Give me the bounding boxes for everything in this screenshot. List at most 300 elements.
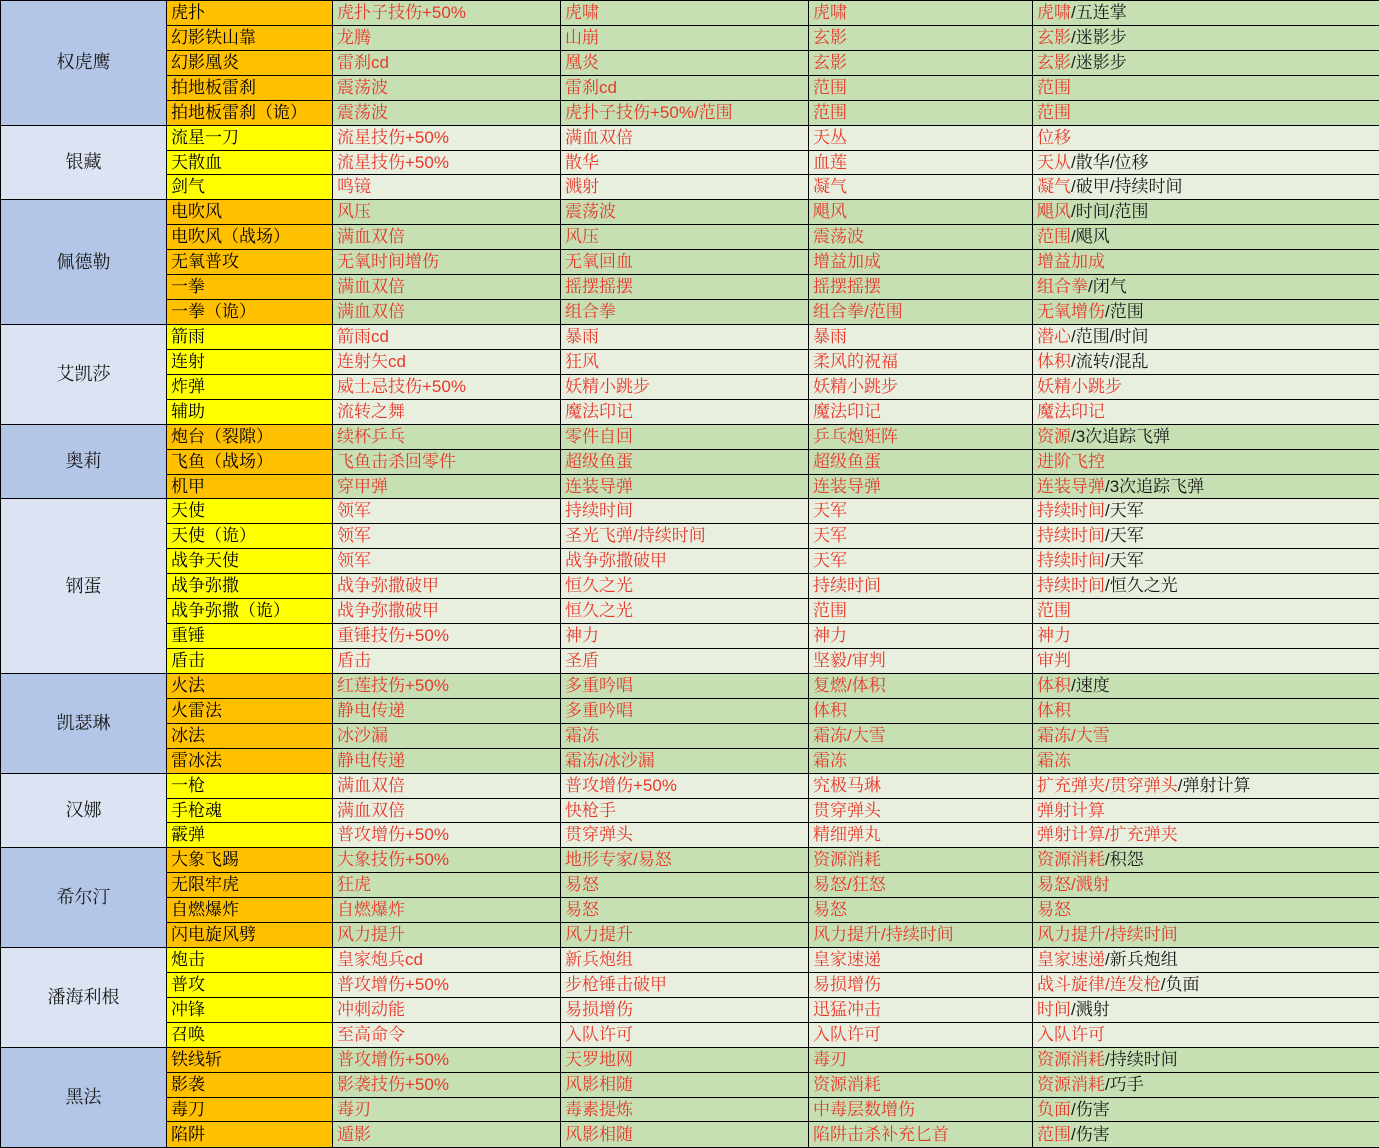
value-cell[interactable] [1033,624,1379,649]
value-cell[interactable] [1033,250,1379,275]
value-cell[interactable] [561,349,809,374]
cell-text-segment: 超级鱼蛋 [813,451,881,471]
cell-text-segment: 资源消耗 [1037,850,1105,870]
value-cell[interactable] [1033,1,1379,26]
value-cell[interactable] [333,1122,561,1148]
value-cell[interactable] [561,250,809,275]
value-cell[interactable] [333,1,561,26]
value-cell[interactable] [809,75,1033,100]
value-cell[interactable] [561,972,809,997]
skill-cell[interactable]: 战争弥撒 [167,574,333,599]
cell-text-segment: 虎啸 [813,3,847,23]
value-cell[interactable] [333,549,561,574]
cell-text-segment: 流星技伤+50% [337,127,449,147]
value-cell[interactable] [561,997,809,1022]
value-cell[interactable] [1033,848,1379,873]
value-cell[interactable] [1033,349,1379,374]
value-cell[interactable] [809,1022,1033,1047]
value-cell[interactable] [1033,574,1379,599]
value-cell[interactable] [333,424,561,449]
value-cell[interactable] [809,250,1033,275]
skill-cell[interactable]: 无氧普攻 [167,250,333,275]
value-cell[interactable] [809,1097,1033,1122]
value-cell[interactable] [809,125,1033,150]
cell-text-segment: /伤害 [1071,1124,1110,1144]
value-cell[interactable] [561,1097,809,1122]
value-cell[interactable] [809,823,1033,848]
skill-cell[interactable]: 手枪魂 [167,798,333,823]
skill-cell[interactable]: 天使（诡） [167,524,333,549]
skill-cell[interactable]: 炸弹 [167,374,333,399]
skill-cell[interactable]: 陷阱 [167,1122,333,1148]
table-row [1,823,1379,848]
value-cell[interactable] [1033,823,1379,848]
value-cell[interactable] [561,75,809,100]
value-cell[interactable] [561,624,809,649]
cell-text-segment: 雷刹cd [337,52,389,72]
cell-text-segment: /弹射计算 [1177,775,1251,795]
value-cell[interactable] [561,1072,809,1097]
value-cell[interactable] [1033,125,1379,150]
value-cell[interactable] [1033,972,1379,997]
value-cell[interactable] [809,200,1033,225]
cell-text-segment: 范围 [813,601,847,621]
value-cell[interactable] [809,424,1033,449]
value-cell[interactable] [1033,773,1379,798]
skill-cell[interactable]: 冲锋 [167,997,333,1022]
value-cell[interactable] [333,125,561,150]
value-cell[interactable] [333,898,561,923]
value-cell[interactable] [1033,1122,1379,1148]
value-cell[interactable] [333,175,561,200]
skill-cell[interactable]: 天散血 [167,150,333,175]
skill-cell[interactable]: 箭雨 [167,324,333,349]
value-cell[interactable] [1033,948,1379,973]
value-cell[interactable] [561,1022,809,1047]
skill-cell[interactable]: 天使 [167,499,333,524]
cell-text-segment: /天军 [1105,501,1144,521]
cell-text-segment: 连射矢cd [337,351,406,371]
character-cell[interactable]: 黑法 [1,1047,167,1147]
value-cell[interactable] [809,997,1033,1022]
cell-text-segment: 天丛 [813,127,847,147]
value-cell[interactable] [333,873,561,898]
value-cell[interactable] [561,648,809,673]
value-cell[interactable] [333,848,561,873]
value-cell[interactable] [333,1047,561,1072]
skill-cell[interactable]: 无限牢虎 [167,873,333,898]
value-cell[interactable] [809,524,1033,549]
value-cell[interactable] [1033,399,1379,424]
table-row [1,574,1379,599]
value-cell[interactable] [1033,275,1379,300]
value-cell[interactable] [561,399,809,424]
value-cell[interactable] [561,25,809,50]
value-cell[interactable] [333,50,561,75]
value-cell[interactable] [809,948,1033,973]
value-cell[interactable] [1033,1047,1379,1072]
skill-cell[interactable]: 闪电旋风劈 [167,923,333,948]
value-cell[interactable] [333,399,561,424]
cell-text-segment: 穿甲弹 [337,476,388,496]
value-cell[interactable] [1033,923,1379,948]
value-cell[interactable] [561,100,809,125]
value-cell[interactable] [333,923,561,948]
skill-cell[interactable]: 火法 [167,673,333,698]
value-cell[interactable] [809,673,1033,698]
cell-text-segment: 霜冻/大雪 [813,725,886,745]
value-cell[interactable] [333,499,561,524]
value-cell[interactable] [561,474,809,499]
cell-text-segment: 风压 [565,227,599,247]
cell-text-segment: /速度 [1071,675,1110,695]
value-cell[interactable] [1033,698,1379,723]
value-cell[interactable] [809,698,1033,723]
skill-cell[interactable]: 战争天使 [167,549,333,574]
value-cell[interactable] [561,275,809,300]
cell-text-segment: 时间 [1037,999,1071,1019]
character-cell[interactable]: 潘海利根 [1,948,167,1048]
value-cell[interactable] [809,923,1033,948]
cell-text-segment: /范围 [1105,302,1144,322]
value-cell[interactable] [809,324,1033,349]
value-cell[interactable] [333,948,561,973]
value-cell[interactable] [1033,424,1379,449]
character-cell[interactable]: 凯瑟琳 [1,673,167,773]
value-cell[interactable] [809,50,1033,75]
value-cell[interactable] [1033,25,1379,50]
value-cell[interactable] [561,923,809,948]
table-row [1,275,1379,300]
value-cell[interactable] [333,748,561,773]
value-cell[interactable] [333,300,561,325]
value-cell[interactable] [561,50,809,75]
skill-cell[interactable]: 召唤 [167,1022,333,1047]
skill-cell[interactable]: 冰法 [167,723,333,748]
value-cell[interactable] [333,798,561,823]
value-cell[interactable] [809,624,1033,649]
skill-cell[interactable]: 一拳 [167,275,333,300]
value-cell[interactable] [561,374,809,399]
cell-text-segment: 霜冻 [813,750,847,770]
cell-text-segment: 满血双倍 [337,775,405,795]
skill-cell[interactable]: 虎扑 [167,1,333,26]
value-cell[interactable] [809,100,1033,125]
cell-text-segment: 静电传递 [337,750,405,770]
value-cell[interactable] [1033,499,1379,524]
value-cell[interactable] [561,948,809,973]
cell-text-segment: /五连掌 [1071,3,1127,23]
skill-cell[interactable]: 毒刀 [167,1097,333,1122]
value-cell[interactable] [1033,324,1379,349]
cell-text-segment: 步枪锤击破甲 [565,974,667,994]
value-cell[interactable] [333,524,561,549]
value-cell[interactable] [333,474,561,499]
value-cell[interactable] [333,997,561,1022]
value-cell[interactable] [1033,1072,1379,1097]
value-cell[interactable] [809,25,1033,50]
skill-cell[interactable]: 炮击 [167,948,333,973]
skill-cell[interactable]: 炮台（裂隙） [167,424,333,449]
value-cell[interactable] [561,324,809,349]
value-cell[interactable] [333,1022,561,1047]
table-row [1,50,1379,75]
value-cell[interactable] [333,723,561,748]
cell-text-segment: 妖精小跳步 [813,376,898,396]
value-cell[interactable] [561,823,809,848]
value-cell[interactable] [561,150,809,175]
value-cell[interactable] [561,698,809,723]
value-cell[interactable] [561,125,809,150]
cell-text-segment: 魔法印记 [813,401,881,421]
skill-cell[interactable]: 自燃爆炸 [167,898,333,923]
value-cell[interactable] [809,549,1033,574]
cell-text-segment: 大象技伤+50% [337,850,449,870]
value-cell[interactable] [1033,673,1379,698]
value-cell[interactable] [809,599,1033,624]
skill-cell[interactable]: 电吹风（战场） [167,225,333,250]
value-cell[interactable] [809,723,1033,748]
character-cell[interactable]: 艾凯莎 [1,324,167,424]
value-cell[interactable] [333,773,561,798]
value-cell[interactable] [1033,1022,1379,1047]
value-cell[interactable] [809,275,1033,300]
value-cell[interactable] [561,225,809,250]
cell-text-segment: 体积 [1037,351,1071,371]
value-cell[interactable] [333,374,561,399]
value-cell[interactable] [561,499,809,524]
table-row [1,624,1379,649]
value-cell[interactable] [561,200,809,225]
cell-text-segment: 范围 [1037,601,1071,621]
cell-text-segment: 多重吟唱 [565,700,633,720]
skill-cell[interactable]: 盾击 [167,648,333,673]
skill-cell[interactable]: 连射 [167,349,333,374]
value-cell[interactable] [333,648,561,673]
value-cell[interactable] [1033,524,1379,549]
cell-text-segment: 静电传递 [337,700,405,720]
value-cell[interactable] [333,75,561,100]
cell-text-segment: 妖精小跳步 [565,376,650,396]
value-cell[interactable] [333,673,561,698]
cell-text-segment: 中毒层数增伤 [813,1099,915,1119]
value-cell[interactable] [1033,599,1379,624]
value-cell[interactable] [561,673,809,698]
value-cell[interactable] [809,474,1033,499]
value-cell[interactable] [561,524,809,549]
cell-text-segment: 风影相随 [565,1074,633,1094]
value-cell[interactable] [809,972,1033,997]
value-cell[interactable] [561,574,809,599]
skill-cell[interactable]: 普攻 [167,972,333,997]
value-cell[interactable] [561,424,809,449]
skill-cell[interactable]: 飞鱼（战场） [167,449,333,474]
cell-text-segment: /负面 [1160,974,1200,994]
character-cell[interactable]: 权虎鹰 [1,1,167,126]
value-cell[interactable] [809,399,1033,424]
character-cell[interactable]: 银藏 [1,125,167,200]
value-cell[interactable] [809,374,1033,399]
value-cell[interactable] [333,349,561,374]
cell-text-segment: 普攻增伤+50% [337,974,449,994]
value-cell[interactable] [1033,898,1379,923]
value-cell[interactable] [1033,300,1379,325]
value-cell[interactable] [1033,150,1379,175]
value-cell[interactable] [809,648,1033,673]
value-cell[interactable] [333,1072,561,1097]
value-cell[interactable] [809,574,1033,599]
skill-cell[interactable]: 电吹风 [167,200,333,225]
value-cell[interactable] [1033,549,1379,574]
value-cell[interactable] [1033,723,1379,748]
table-row [1,449,1379,474]
skill-cell[interactable]: 影袭 [167,1072,333,1097]
character-cell[interactable]: 佩德勒 [1,200,167,325]
value-cell[interactable] [333,250,561,275]
value-cell[interactable] [333,574,561,599]
value-cell[interactable] [809,225,1033,250]
table-row [1,1047,1379,1072]
cell-text-segment: 贯穿弹头 [813,800,881,820]
value-cell[interactable] [333,1097,561,1122]
value-cell[interactable] [333,200,561,225]
value-cell[interactable] [333,150,561,175]
cell-text-segment: 增益加成 [1037,252,1105,272]
skill-cell[interactable]: 重锤 [167,624,333,649]
value-cell[interactable] [333,599,561,624]
skill-cell[interactable]: 霰弹 [167,823,333,848]
cell-text-segment: 风力提升/持续时间 [813,925,954,945]
value-cell[interactable] [1033,997,1379,1022]
value-cell[interactable] [809,1072,1033,1097]
value-cell[interactable] [809,349,1033,374]
value-cell[interactable] [561,1122,809,1148]
value-cell[interactable] [809,1047,1033,1072]
value-cell[interactable] [1033,200,1379,225]
value-cell[interactable] [561,449,809,474]
value-cell[interactable] [333,100,561,125]
value-cell[interactable] [809,898,1033,923]
cell-text-segment: /3次追踪飞弹 [1071,426,1171,446]
skill-cell[interactable]: 幻影凰炎 [167,50,333,75]
value-cell[interactable] [561,898,809,923]
value-cell[interactable] [1033,873,1379,898]
skill-cell[interactable]: 拍地板雷刹 [167,75,333,100]
value-cell[interactable] [333,823,561,848]
value-cell[interactable] [1033,1097,1379,1122]
value-cell[interactable] [561,848,809,873]
value-cell[interactable] [561,300,809,325]
skill-cell[interactable]: 辅助 [167,399,333,424]
value-cell[interactable] [809,798,1033,823]
value-cell[interactable] [561,549,809,574]
value-cell[interactable] [1033,474,1379,499]
value-cell[interactable] [561,798,809,823]
value-cell[interactable] [561,773,809,798]
value-cell[interactable] [561,1,809,26]
value-cell[interactable] [809,773,1033,798]
value-cell[interactable] [561,873,809,898]
value-cell[interactable] [809,1122,1033,1148]
value-cell[interactable] [333,698,561,723]
value-cell[interactable] [333,324,561,349]
cell-text-segment: 霜冻/大雪 [1037,725,1110,745]
cell-text-segment: 多重吟唱 [565,675,633,695]
cell-text-segment: /持续时间 [1105,1049,1178,1069]
skill-cell[interactable]: 拍地板雷刹（诡） [167,100,333,125]
value-cell[interactable] [809,748,1033,773]
cell-text-segment: 组合拳 [565,302,616,322]
skill-cell[interactable]: 一枪 [167,773,333,798]
value-cell[interactable] [333,449,561,474]
skill-cell[interactable]: 火雷法 [167,698,333,723]
value-cell[interactable] [1033,798,1379,823]
skill-cell[interactable]: 流星一刀 [167,125,333,150]
value-cell[interactable] [1033,225,1379,250]
value-cell[interactable] [561,1047,809,1072]
value-cell[interactable] [1033,175,1379,200]
cell-text-segment: 飓风 [1037,202,1071,222]
value-cell[interactable] [333,275,561,300]
value-cell[interactable] [809,499,1033,524]
value-cell[interactable] [1033,449,1379,474]
skill-cell[interactable]: 大象飞踢 [167,848,333,873]
value-cell[interactable] [809,1,1033,26]
cell-text-segment: 范围 [1037,1124,1071,1144]
value-cell[interactable] [809,150,1033,175]
skill-cell[interactable]: 一拳（诡） [167,300,333,325]
value-cell[interactable] [1033,374,1379,399]
value-cell[interactable] [809,175,1033,200]
value-cell[interactable] [333,972,561,997]
character-cell[interactable]: 奥莉 [1,424,167,499]
value-cell[interactable] [333,225,561,250]
skill-cell[interactable]: 幻影铁山靠 [167,25,333,50]
table-row [1,225,1379,250]
value-cell[interactable] [561,748,809,773]
cell-text-segment: 皇家速递 [1037,950,1105,970]
value-cell[interactable] [561,175,809,200]
value-cell[interactable] [1033,75,1379,100]
value-cell[interactable] [1033,648,1379,673]
value-cell[interactable] [809,873,1033,898]
character-cell[interactable]: 汉娜 [1,773,167,848]
value-cell[interactable] [1033,50,1379,75]
value-cell[interactable] [809,449,1033,474]
character-cell[interactable]: 希尔汀 [1,848,167,948]
cell-text-segment: /恒久之光 [1105,576,1178,596]
value-cell[interactable] [809,848,1033,873]
value-cell[interactable] [333,624,561,649]
skill-cell[interactable]: 战争弥撒（诡） [167,599,333,624]
cell-text-segment: 遁影 [337,1124,371,1144]
cell-text-segment: 血莲 [813,152,847,172]
character-cell[interactable]: 钢蛋 [1,499,167,673]
value-cell[interactable] [561,599,809,624]
value-cell[interactable] [809,300,1033,325]
table-row [1,499,1379,524]
value-cell[interactable] [1033,100,1379,125]
skill-cell[interactable]: 机甲 [167,474,333,499]
skill-cell[interactable]: 雷冰法 [167,748,333,773]
cell-text-segment: 圣光飞弹/持续时间 [565,526,706,546]
value-cell[interactable] [561,723,809,748]
skill-cell[interactable]: 铁线斩 [167,1047,333,1072]
table-row [1,773,1379,798]
value-cell[interactable] [1033,748,1379,773]
skill-cell[interactable]: 剑气 [167,175,333,200]
value-cell[interactable] [333,25,561,50]
